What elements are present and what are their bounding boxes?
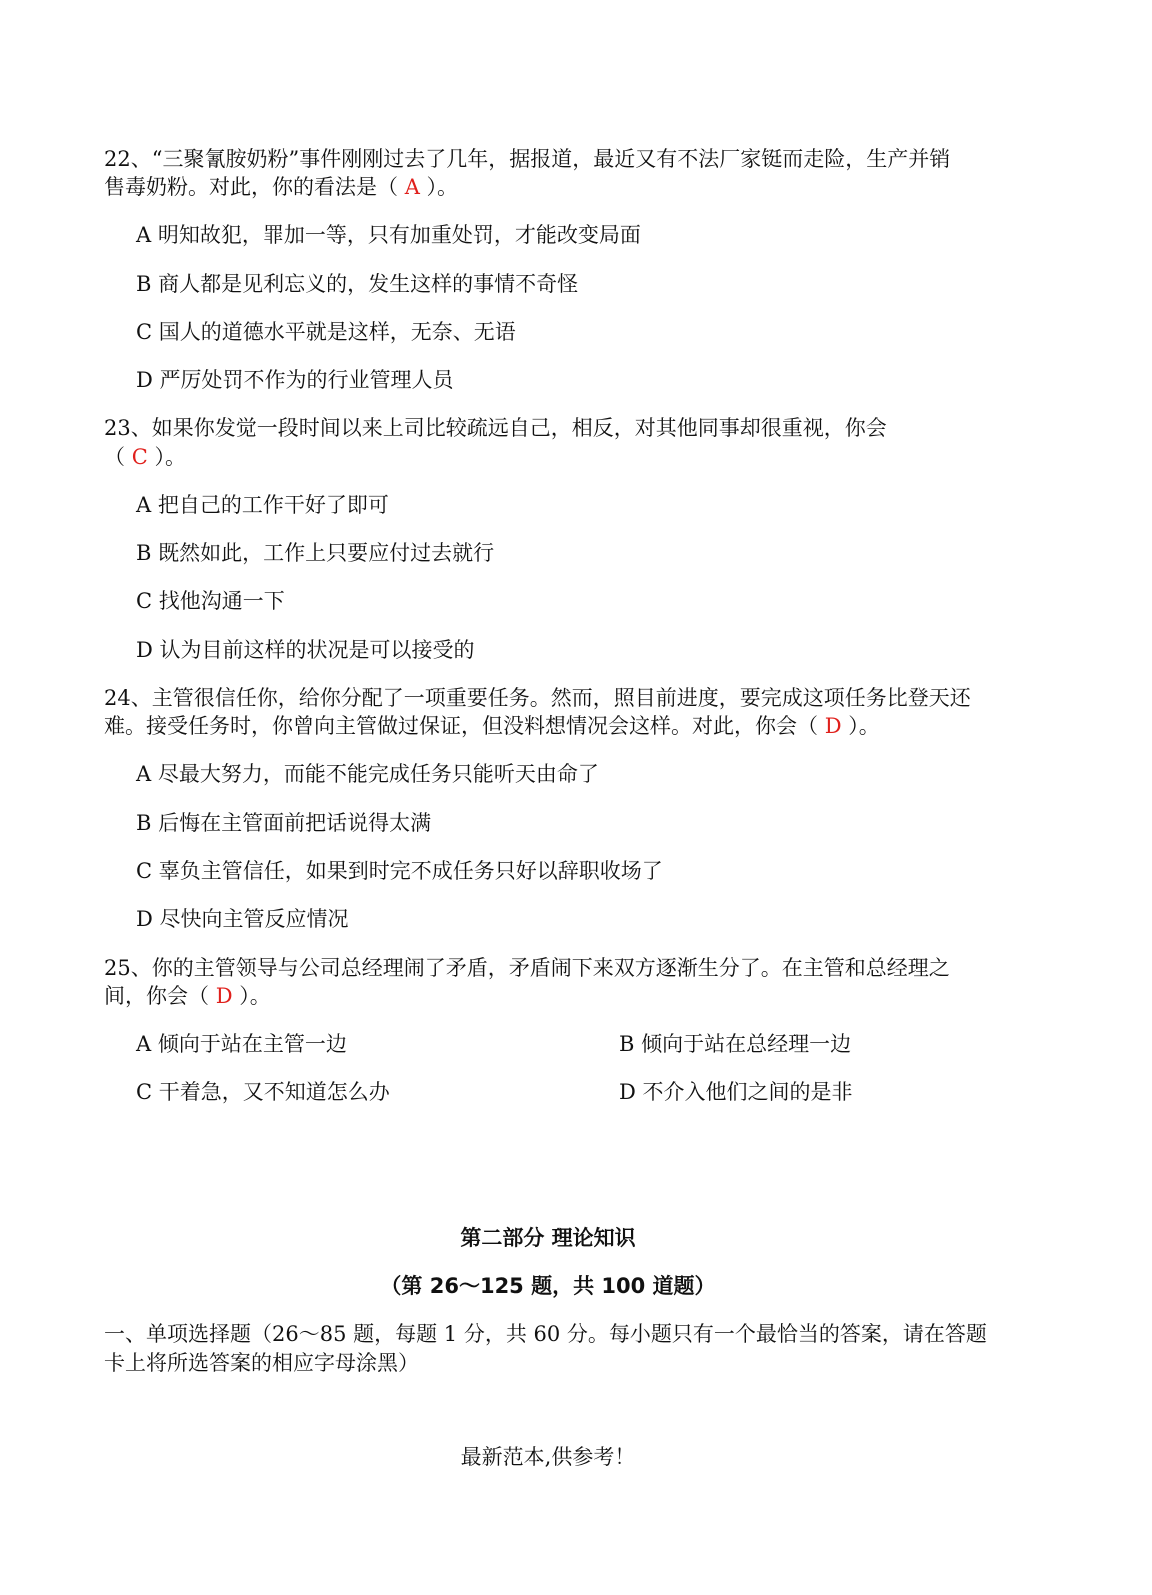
question-22-stem-start: 售毒奶粉。对此，你的看法是（ [104,175,405,199]
question-24-option-c: C 辜负主管信任，如果到时完不成任务只好以辞职收场了 [136,859,663,883]
question-25-line-1: 25、你的主管领导与公司总经理闹了矛盾，矛盾闹下来双方逐渐生分了。在主管和总经理之 [104,956,950,980]
question-25-option-c: C 干着急，又不知道怎么办 [136,1080,390,1104]
question-22-option-a: A 明知故犯，罪加一等，只有加重处罚，才能改变局面 [136,223,641,247]
question-23-line-1: 23、如果你发觉一段时间以来上司比较疏远自己，相反，对其他同事却很重视，你会 [104,416,887,440]
question-22-answer: A [404,175,420,199]
question-23-option-c: C 找他沟通一下 [136,589,285,613]
part-2-subtitle: （第 26～125 题，共 100 道题） [380,1274,716,1298]
section-instruction-line-2: 卡上将所选答案的相应字母涂黑） [104,1351,419,1375]
question-23-stem-end: ）。 [147,445,186,469]
question-23-option-b: B 既然如此，工作上只要应付过去就行 [136,541,495,565]
question-23-option-a: A 把自己的工作干好了即可 [136,493,389,517]
question-25-option-b: B 倾向于站在总经理一边 [619,1032,852,1056]
question-22-line-1: 22、“三聚氰胺奶粉”事件刚刚过去了几年，据报道，最近又有不法厂家铤而走险，生产并销 [104,147,951,171]
question-24-option-d: D 尽快向主管反应情况 [136,907,349,931]
question-24-option-a: A 尽最大努力，而能不能完成任务只能听天由命了 [136,762,599,786]
section-instruction-line-1: 一、单项选择题（26～85 题，每题 1 分，共 60 分。每小题只有一个最恰当的答案，请在答题 [104,1322,987,1346]
question-24-line-1: 24、主管很信任你，给你分配了一项重要任务。然而，照目前进度，要完成这项任务比登天还 [104,686,971,710]
question-24-line-2 [104,713,880,739]
question-24-option-b: B 后悔在主管面前把话说得太满 [136,811,432,835]
part-2-title: 第二部分 理论知识 [460,1226,636,1250]
question-24-answer: D [824,714,842,738]
question-22-stem-end: ）。 [419,175,459,199]
question-25-option-a: A 倾向于站在主管一边 [136,1032,347,1056]
question-25-answer: D [215,984,233,1008]
question-22-option-c: C 国人的道德水平就是这样，无奈、无语 [136,320,516,344]
question-23-stem-start: （ [104,445,132,469]
question-25-stem-start: 间，你会（ [104,984,216,1008]
question-23-option-d: D 认为目前这样的状况是可以接受的 [136,638,475,662]
question-24-stem-start: 难。接受任务时，你曾向主管做过保证，但没料想情况会这样。对此，你会（ [104,714,825,738]
question-23-line-2 [104,444,186,470]
question-25-stem-end: ）。 [232,984,271,1008]
page-footer: 最新范本,供参考！ [460,1445,636,1469]
question-25-option-d: D 不介入他们之间的是非 [619,1080,853,1104]
question-23-answer: C [131,445,148,469]
question-24-stem-end: ）。 [841,714,880,738]
question-22-option-d: D 严厉处罚不作为的行业管理人员 [136,368,454,392]
question-22-line-2 [104,174,458,200]
question-22-option-b: B 商人都是见利忘义的，发生这样的事情不奇怪 [136,272,579,296]
question-25-line-2 [104,983,271,1009]
